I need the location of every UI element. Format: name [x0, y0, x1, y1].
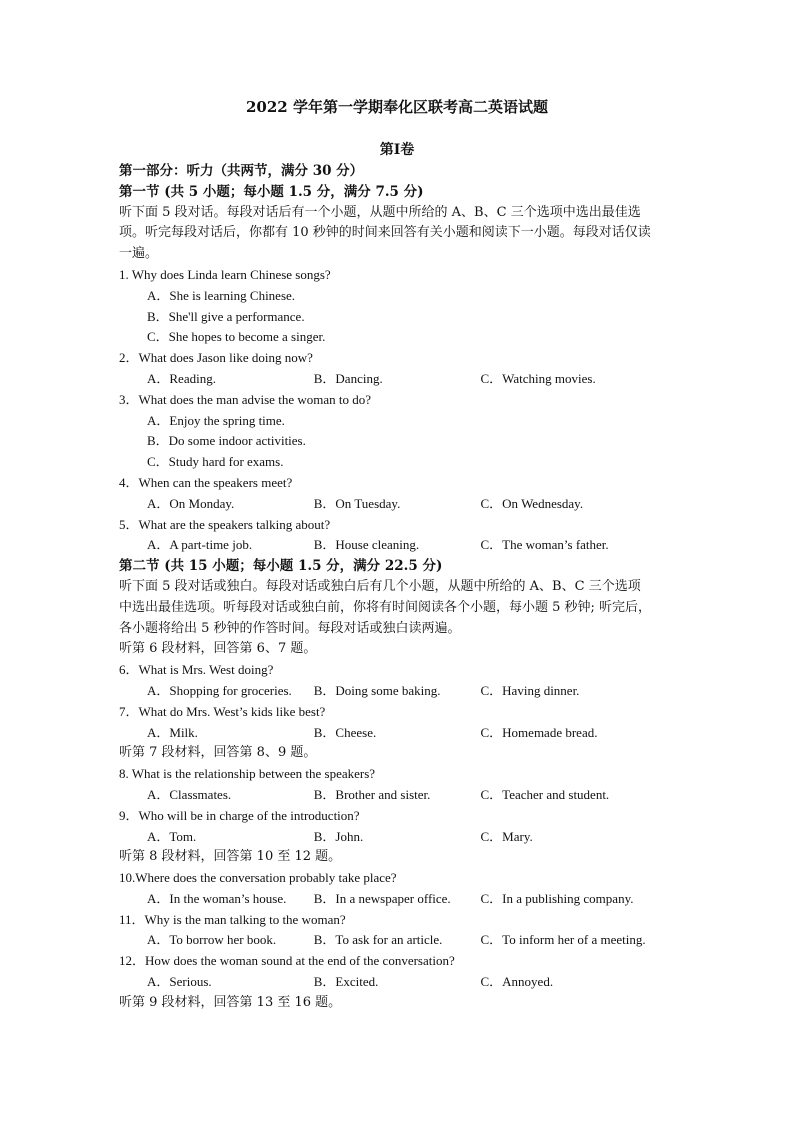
option-b: B．On Tuesday.	[313, 495, 401, 511]
option-c: C．Homemade bread.	[480, 724, 598, 740]
options-row	[119, 369, 679, 390]
section-instructions: 一遍。	[119, 246, 159, 262]
material-note: 听第 6 段材料，回答第 6、7 题。	[119, 641, 317, 657]
option-a: A．To borrow her book.	[147, 932, 277, 948]
option-a: A．Serious.	[147, 974, 212, 990]
section-heading: 第二节 (共 15 小题；每小题 1.5 分，满分 22.5 分)	[119, 558, 443, 575]
question-10: 10.Where does the conversation probably take place?	[119, 870, 397, 886]
option-b: B．Brother and sister.	[313, 786, 431, 802]
section-instructions: 项。听完每段对话后，你都有 10 秒钟的时间来回答有关小题和阅读下一小题。每段对话仅读	[119, 225, 651, 241]
section-instructions: 中选出最佳选项。听每段对话或独白前，你将有时间阅读各个小题，每小题 5 秒钟; 听完后，	[119, 599, 652, 615]
question-7: 7．What do Mrs. West’s kids like best?	[119, 703, 326, 719]
option-c: C．She hopes to become a singer.	[147, 329, 326, 345]
option-b: B．In a newspaper office.	[313, 890, 451, 906]
option-c: C．Study hard for exams.	[147, 454, 284, 470]
option-b: B．Do some indoor activities.	[147, 433, 306, 449]
section-instructions: 各小题将给出 5 秒钟的作答时间。每段对话或独白读两遍。	[119, 620, 461, 636]
exam-title: 2022 学年第一学期奉化区联考高二英语试题	[246, 98, 548, 116]
question-3: 3．What does the man advise the woman to do?	[119, 391, 371, 407]
volume-label: 第Ⅰ卷	[379, 142, 415, 158]
options-row	[119, 930, 679, 951]
exam-content	[119, 161, 679, 1014]
options-row	[119, 723, 679, 744]
material-note: 听第 8 段材料，回答第 10 至 12 题。	[119, 849, 342, 865]
options-row	[119, 827, 679, 848]
options-row	[119, 889, 679, 910]
option-a: A．Milk.	[147, 724, 198, 740]
options-row	[119, 494, 679, 515]
option-c: C．Watching movies.	[480, 370, 596, 386]
question-2: 2．What does Jason like doing now?	[119, 350, 313, 366]
option-c: C．Annoyed.	[480, 974, 554, 990]
material-note: 听第 9 段材料，回答第 13 至 16 题。	[119, 994, 342, 1010]
option-b: B．To ask for an article.	[313, 932, 443, 948]
option-a: A．Enjoy the spring time.	[147, 412, 285, 428]
options-row	[119, 785, 679, 806]
section-instructions: 听下面 5 段对话或独白。每段对话或独白后有几个小题，从题中所给的 A、B、C 三个选项	[119, 578, 641, 594]
question-12: 12．How does the woman sound at the end of the conversation?	[119, 953, 455, 969]
question-8: 8. What is the relationship between the speakers?	[119, 766, 376, 782]
option-b: B．Dancing.	[313, 370, 383, 386]
option-a: A．Shopping for groceries.	[147, 682, 292, 698]
option-c: C．Having dinner.	[480, 682, 580, 698]
question-6: 6．What is Mrs. West doing?	[119, 662, 274, 678]
question-5: 5．What are the speakers talking about?	[119, 516, 331, 532]
question-9: 9．Who will be in charge of the introduction?	[119, 807, 360, 823]
options-row	[119, 535, 679, 556]
question-1: 1. Why does Linda learn Chinese songs?	[119, 266, 331, 282]
option-b: B．She'll give a performance.	[147, 308, 305, 324]
option-a: A．Tom.	[147, 828, 197, 844]
section-instructions: 听下面 5 段对话。每段对话后有一个小题，从题中所给的 A、B、C 三个选项中选出最佳选	[119, 204, 641, 220]
material-note: 听第 7 段材料，回答第 8、9 题。	[119, 745, 317, 761]
options-row	[119, 972, 679, 993]
option-c: C．Mary.	[480, 828, 533, 844]
option-b: B．Excited.	[313, 974, 379, 990]
options-row	[119, 681, 679, 702]
option-c: C．In a publishing company.	[480, 890, 634, 906]
option-c: C．To inform her of a meeting.	[480, 932, 646, 948]
option-a: A．She is learning Chinese.	[147, 287, 296, 303]
option-b: B．Cheese.	[313, 724, 377, 740]
option-a: A．In the woman’s house.	[147, 890, 287, 906]
option-b: B．House cleaning.	[313, 537, 420, 553]
option-b: B．John.	[313, 828, 364, 844]
option-a: A．A part-time job.	[147, 537, 253, 553]
option-a: A．On Monday.	[147, 495, 235, 511]
section-heading: 第一节 (共 5 小题；每小题 1.5 分，满分 7.5 分)	[119, 183, 424, 200]
option-b: B．Doing some baking.	[313, 682, 441, 698]
question-11: 11．Why is the man talking to the woman?	[119, 911, 346, 927]
option-a: A．Classmates.	[147, 786, 232, 802]
part-heading: 第一部分：听力（共两节，满分 30 分）	[119, 163, 364, 179]
option-a: A．Reading.	[147, 370, 216, 386]
option-c: C．Teacher and student.	[480, 786, 610, 802]
option-c: C．The woman’s father.	[480, 537, 609, 553]
option-c: C．On Wednesday.	[480, 495, 584, 511]
question-4: 4．When can the speakers meet?	[119, 474, 293, 490]
